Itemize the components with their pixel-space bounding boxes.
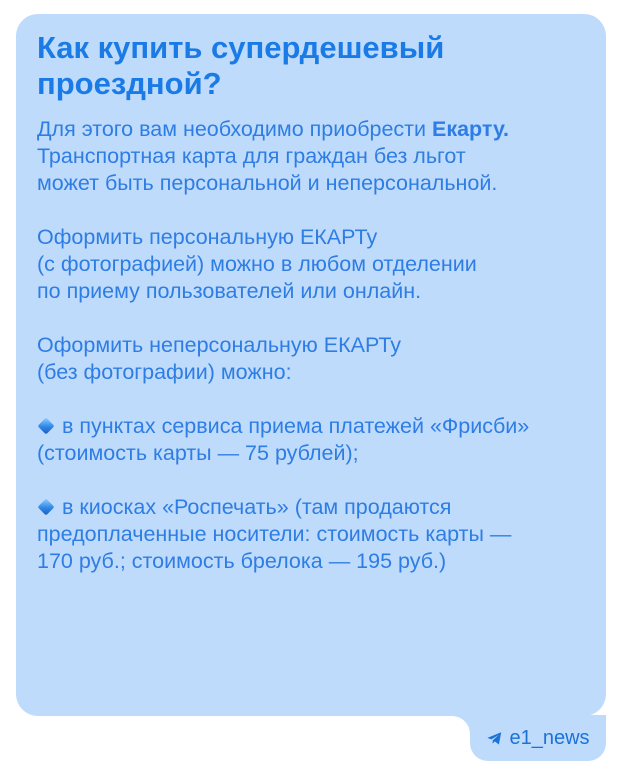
bullet-2-line-3: 170 руб.; стоимость брелока — 195 руб.) [37,549,447,573]
intro-line-2: Транспортная карта для граждан без льгот [37,144,466,168]
spacer [37,197,597,224]
spacer [37,386,597,413]
intro-line-1 [37,116,597,143]
bullet-1-line-1 [37,413,597,440]
personal-line-2: (с фотографией) можно в любом отделении [37,252,477,276]
bullet-2-text: в киосках «Роспечать» (там продаются [62,495,452,519]
bullet-1-text: в пунктах сервиса приема платежей «Фрисби» [62,414,530,438]
bullet-1-line-2: (стоимость карты — 75 рублей); [37,441,359,465]
page-title: Как купить супердешевый проездной? [37,30,445,101]
nonpersonal-line-2: (без фотографии) можно: [37,360,292,384]
intro-line-3: может быть персональной и неперсональной. [37,171,498,195]
nonpersonal-line-1: Оформить неперсональную ЕКАРТу [37,333,402,357]
source-badge[interactable] [470,715,606,761]
spacer [37,305,597,332]
intro-text: Для этого вам необходимо приобрести [37,117,432,141]
ekarta-bold: Екарту. [432,117,510,141]
personal-line-3: по приему пользователей или онлайн. [37,279,422,303]
content-body [37,116,597,575]
badge-notch [452,716,470,734]
personal-line-1: Оформить персональную ЕКАРТу [37,225,378,249]
spacer [37,467,597,494]
telegram-icon [486,730,503,747]
channel-name: e1_news [509,726,590,749]
blue-diamond-icon [38,499,55,516]
bullet-2-line-1 [37,494,597,521]
blue-diamond-icon [38,418,55,435]
bullet-2-line-2: предоплаченные носители: стоимость карты — [37,522,512,546]
